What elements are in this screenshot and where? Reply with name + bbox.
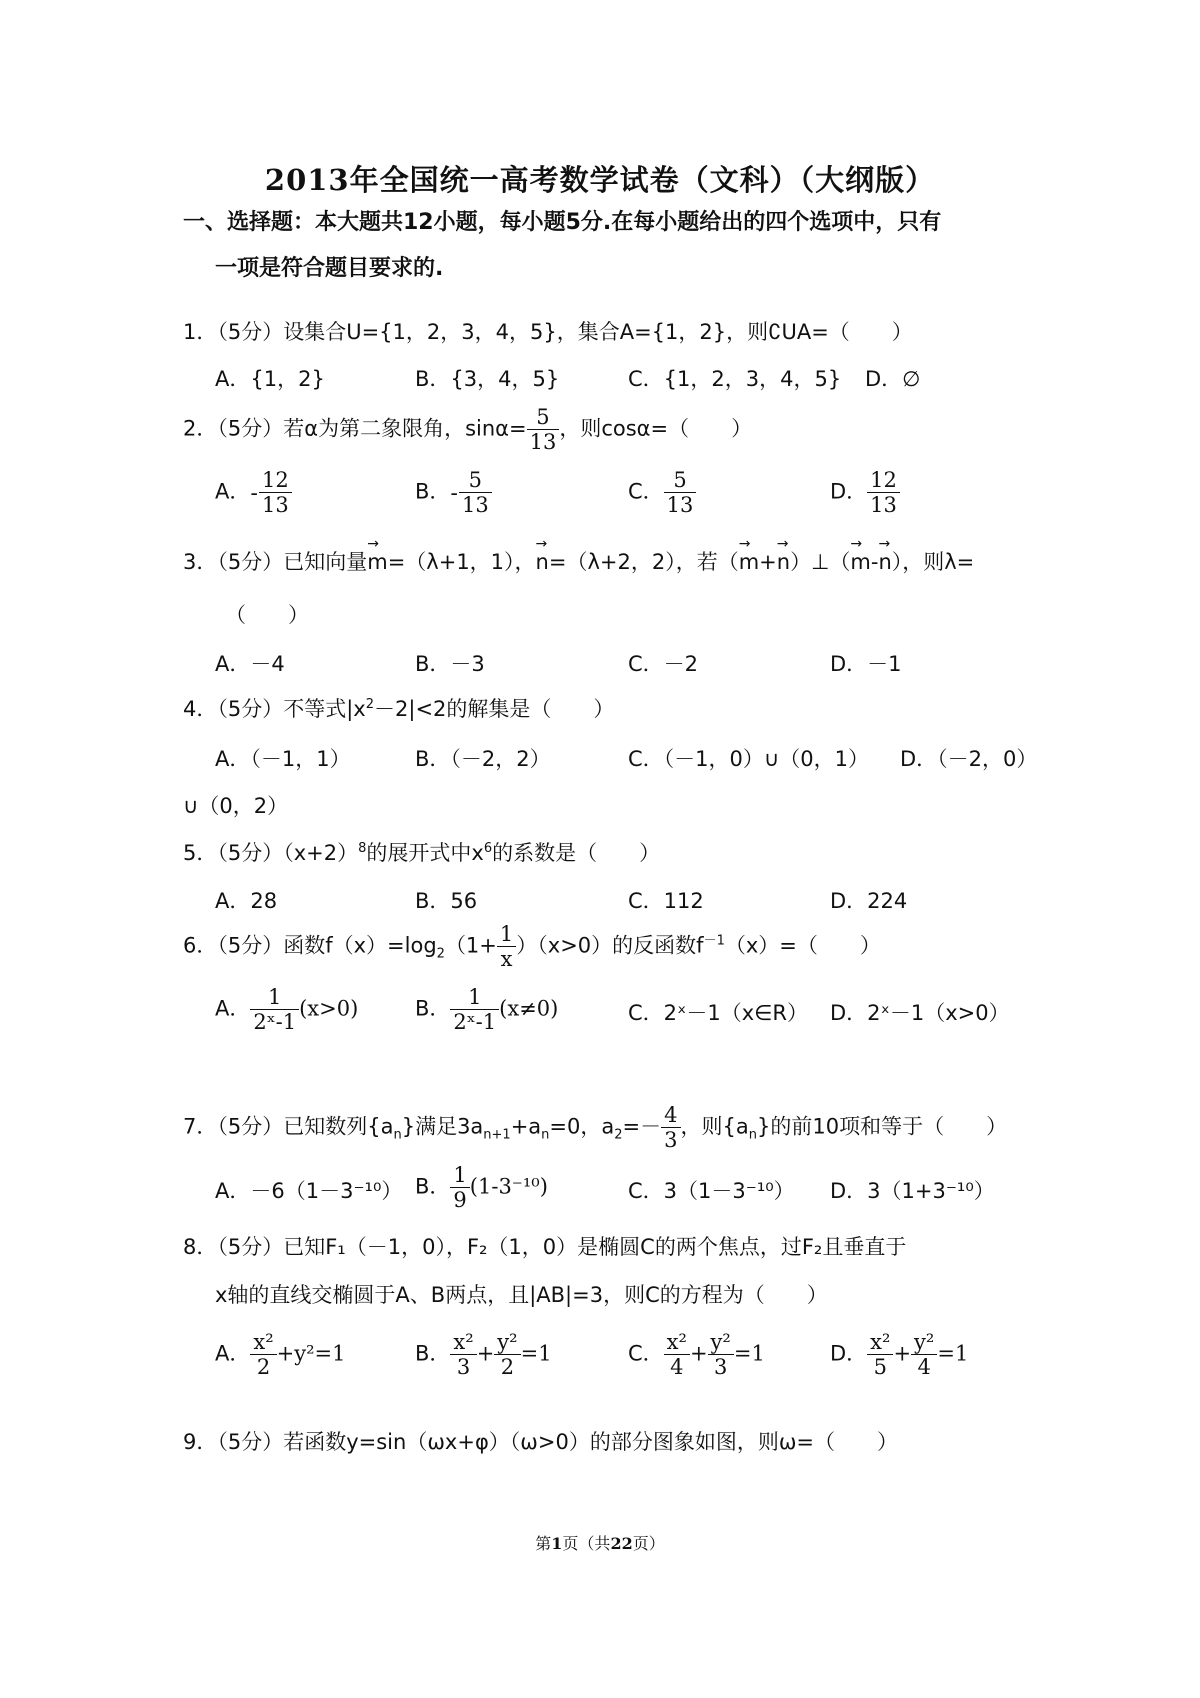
stem-text: }满足3a xyxy=(401,1114,484,1139)
option-expression: =1 xyxy=(937,1341,969,1366)
option-expression: +y²=1 xyxy=(276,1341,346,1366)
option-fraction xyxy=(250,985,299,1034)
option-fraction xyxy=(459,468,492,517)
option-label: A． xyxy=(215,479,251,504)
fraction-denominator: 13 xyxy=(870,493,897,517)
question-7-option-c: C．3（1－3⁻¹⁰） xyxy=(628,1179,795,1203)
superscript: 8 xyxy=(358,841,367,856)
question-6-option-a xyxy=(215,985,358,1034)
question-8-option-b xyxy=(415,1330,552,1379)
stem-text: 5．（5分）（x+2） xyxy=(183,841,359,865)
option-label: D． xyxy=(830,479,868,504)
question-5-stem xyxy=(183,837,660,867)
stem-text: －2|<2的解集是（ ） xyxy=(374,697,615,721)
option-expression: =1 xyxy=(733,1341,765,1366)
fraction-numerator: x² xyxy=(250,1330,276,1355)
fraction-denominator: 3 xyxy=(664,1128,678,1152)
option-label: B． xyxy=(415,1174,451,1199)
footer-text: 页） xyxy=(632,1534,665,1553)
subscript: 2 xyxy=(614,1127,623,1143)
question-6-option-c: C．2ˣ－1（x∈R） xyxy=(628,1001,809,1025)
question-4-option-d-continued: ∪（0，2） xyxy=(183,794,289,818)
option-label: C． xyxy=(628,1341,664,1366)
question-2-option-c xyxy=(628,468,696,517)
question-8-option-c xyxy=(628,1330,765,1379)
question-2-option-a xyxy=(215,468,292,517)
vector-m: → m xyxy=(367,550,387,574)
vector-n: → n xyxy=(536,550,549,574)
question-2-stem xyxy=(183,405,752,454)
fraction-numerator: x² xyxy=(450,1330,476,1355)
minus-sign: - xyxy=(450,480,458,505)
option-fraction xyxy=(250,1330,276,1379)
page-footer xyxy=(0,1531,1200,1554)
stem-text: 4．（5分）不等式|x xyxy=(183,697,366,721)
option-label: A． xyxy=(215,996,251,1021)
subscript: n xyxy=(393,1127,402,1143)
stem-text: =（λ+2，2），若（ xyxy=(548,550,739,574)
question-3-option-a: A．－4 xyxy=(215,652,285,676)
option-label: B． xyxy=(415,1341,451,1366)
subscript: n+1 xyxy=(483,1127,511,1143)
option-fraction xyxy=(911,1330,937,1379)
footer-page-number: 1 xyxy=(551,1534,563,1553)
question-7-option-a: A．－6（1－3⁻¹⁰） xyxy=(215,1179,403,1203)
condition: (x>0) xyxy=(299,996,359,1021)
question-1-stem: 1．（5分）设集合U={1，2，3，4，5}，集合A={1，2}，则∁UA=（ ） xyxy=(183,320,913,344)
stem-text: }的前10项和等于（ ） xyxy=(757,1114,1008,1139)
stem-text: +a xyxy=(510,1114,542,1139)
fraction-numerator: 4 xyxy=(661,1103,680,1128)
stem-text: （x）=（ ） xyxy=(724,933,881,958)
question-9-stem: 9．（5分）若函数y=sin（ωx+φ）（ω>0）的部分图象如图，则ω=（ ） xyxy=(183,1430,899,1454)
question-8-stem-line1: 8．（5分）已知F₁（－1，0），F₂（1，0）是椭圆C的两个焦点，过F₂且垂直于 xyxy=(183,1235,907,1259)
fraction-denominator: 3 xyxy=(714,1355,728,1379)
question-5-option-c: C．112 xyxy=(628,889,704,913)
footer-total-pages: 22 xyxy=(610,1534,633,1553)
stem-text: 3．（5分）已知向量 xyxy=(183,550,368,574)
fraction-denominator: 13 xyxy=(666,493,694,517)
fraction-numerator: 5 xyxy=(664,468,697,493)
question-8-stem-line2: x轴的直线交椭圆于A、B两点，且|AB|=3，则C的方程为（ ） xyxy=(215,1283,828,1307)
question-4-option-b: B．（－2，2） xyxy=(415,747,551,771)
subscript: 2 xyxy=(436,946,445,962)
fraction-numerator: 1 xyxy=(450,985,499,1010)
stem-text: 6．（5分）函数f（x）=log xyxy=(183,933,437,958)
page-title: 2013年全国统一高考数学试卷（文科）（大纲版） xyxy=(264,163,936,197)
question-1-option-b: B．{3，4，5} xyxy=(415,367,560,391)
fraction-denominator: 4 xyxy=(917,1355,931,1379)
question-5-option-d: D．224 xyxy=(830,889,908,913)
vector-m: → m xyxy=(850,550,870,574)
option-fraction xyxy=(450,985,499,1034)
fraction-numerator: y² xyxy=(494,1330,520,1355)
option-fraction xyxy=(259,468,292,517)
option-label: B． xyxy=(415,479,451,504)
fraction-denominator: 9 xyxy=(453,1188,467,1212)
fraction-numerator: y² xyxy=(911,1330,937,1355)
fraction-denominator: 13 xyxy=(529,430,557,454)
fraction-denominator: 5 xyxy=(873,1355,887,1379)
stem-text: =－ xyxy=(622,1114,662,1139)
question-2-option-d xyxy=(830,468,900,517)
superscript: 6 xyxy=(483,841,493,856)
stem-text: 7．（5分）已知数列{a xyxy=(183,1114,394,1139)
fraction-denominator: 2 xyxy=(256,1355,271,1379)
question-3-stem-line1 xyxy=(183,546,974,576)
plus-sign: + xyxy=(689,1341,708,1366)
option-label: A． xyxy=(215,1341,251,1366)
fraction-denominator: 13 xyxy=(462,493,489,517)
stem-text: 的展开式中x xyxy=(366,841,484,865)
stem-text: =0，a xyxy=(549,1114,615,1139)
fraction-denominator: 3 xyxy=(456,1355,471,1379)
option-expression: =1 xyxy=(520,1341,552,1366)
fraction-numerator: 1 xyxy=(250,985,299,1010)
question-2-stem-suffix: ，则cosα=（ ） xyxy=(559,416,753,441)
question-2-stem-prefix: 2．（5分）若α为第二象限角，sinα= xyxy=(183,416,527,441)
question-8-option-d xyxy=(830,1330,968,1379)
stem-text: ）（x>0）的反函数f xyxy=(516,933,704,958)
stem-text: （1+ xyxy=(444,933,497,958)
question-3-stem-line2: （ ） xyxy=(225,603,309,627)
fraction-numerator: 5 xyxy=(459,468,492,493)
option-label: C． xyxy=(628,479,664,504)
option-label: D． xyxy=(830,1341,868,1366)
question-7-stem xyxy=(183,1103,1007,1152)
question-3-option-d: D．－1 xyxy=(830,652,902,676)
fraction-denominator: 2ˣ-1 xyxy=(253,1010,297,1034)
option-fraction xyxy=(450,1163,469,1212)
question-1-option-c: C．{1，2，3，4，5} xyxy=(628,367,842,391)
fraction-numerator: 12 xyxy=(867,468,900,493)
fraction-denominator: 13 xyxy=(261,493,289,517)
fraction-denominator: 2ˣ-1 xyxy=(453,1010,497,1034)
fraction-denominator: 4 xyxy=(670,1355,684,1379)
condition: (x≠0) xyxy=(499,996,559,1021)
question-8-option-a xyxy=(215,1330,345,1379)
stem-fraction xyxy=(497,922,516,971)
question-4-stem xyxy=(183,693,614,723)
question-4-option-c: C．（－1，0）∪（0，1） xyxy=(628,747,869,771)
question-5-option-a: A．28 xyxy=(215,889,278,913)
fraction-denominator: x xyxy=(500,947,513,971)
subscript: n xyxy=(541,1127,550,1143)
question-2-option-b xyxy=(415,468,492,517)
question-7-option-d: D．3（1+3⁻¹⁰） xyxy=(830,1179,995,1203)
fraction-numerator: 12 xyxy=(259,468,292,493)
question-7-option-b xyxy=(415,1163,548,1212)
plus-sign: + xyxy=(893,1341,912,1366)
section-heading xyxy=(183,200,1043,292)
question-3-option-b: B．－3 xyxy=(415,652,485,676)
section-heading-line2: 一项是符合题目要求的. xyxy=(215,256,444,281)
stem-fraction xyxy=(661,1103,680,1152)
option-label: B． xyxy=(415,996,451,1021)
question-5-option-b: B．56 xyxy=(415,889,478,913)
question-2-stem-fraction xyxy=(527,405,560,454)
option-fraction xyxy=(664,1330,690,1379)
vector-n: → n xyxy=(878,550,891,574)
question-1-option-d: D．∅ xyxy=(865,367,921,391)
option-fraction xyxy=(664,468,697,517)
stem-text: ，则{a xyxy=(680,1114,749,1139)
question-3-option-c: C．－2 xyxy=(628,652,699,676)
option-fraction xyxy=(867,1330,893,1379)
minus-sign: - xyxy=(250,480,258,505)
stem-text: + xyxy=(759,550,777,574)
question-4-option-a: A．（－1，1） xyxy=(215,747,351,771)
fraction-numerator: x² xyxy=(867,1330,893,1355)
stem-text: 的系数是（ ） xyxy=(492,841,661,865)
option-fraction xyxy=(867,468,900,517)
vector-m: → m xyxy=(739,550,759,574)
question-1-option-a: A．{1，2} xyxy=(215,367,325,391)
option-fraction xyxy=(708,1330,734,1379)
stem-text: ）⊥（ xyxy=(790,550,851,574)
option-fraction xyxy=(494,1330,520,1379)
fraction-numerator: y² xyxy=(708,1330,734,1355)
stem-text: ），则λ= xyxy=(891,550,975,574)
plus-sign: + xyxy=(476,1341,495,1366)
option-expression: (1-3⁻¹⁰) xyxy=(469,1174,548,1199)
fraction-numerator: 5 xyxy=(527,405,560,430)
question-6-option-d: D．2ˣ－1（x>0） xyxy=(830,1001,1010,1025)
fraction-numerator: 1 xyxy=(450,1163,469,1188)
option-fraction xyxy=(450,1330,476,1379)
section-heading-line1: 一、选择题：本大题共12小题，每小题5分.在每小题给出的四个选项中，只有 xyxy=(183,210,942,235)
superscript: 2 xyxy=(365,697,375,712)
footer-text: 页（共 xyxy=(562,1534,611,1553)
question-6-stem xyxy=(183,922,881,971)
vector-n: → n xyxy=(777,550,790,574)
question-4-option-d: D．（－2，0） xyxy=(900,747,1038,771)
stem-text: =（λ+1，1）， xyxy=(387,550,536,574)
subscript: n xyxy=(748,1127,757,1143)
superscript: －1 xyxy=(703,933,725,949)
fraction-denominator: 2 xyxy=(500,1355,515,1379)
stem-text: - xyxy=(870,550,879,574)
fraction-numerator: 1 xyxy=(497,922,516,947)
footer-text: 第 xyxy=(535,1534,552,1553)
question-6-option-b xyxy=(415,985,558,1034)
fraction-numerator: x² xyxy=(664,1330,690,1355)
